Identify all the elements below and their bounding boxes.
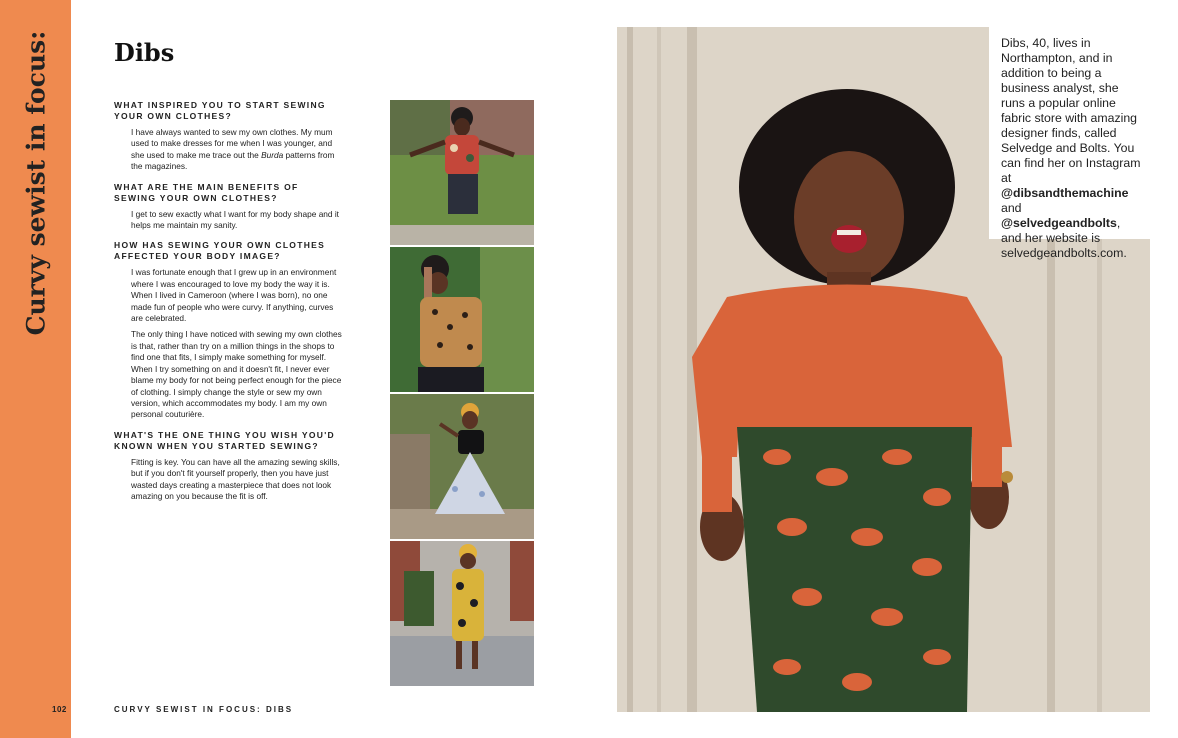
answer-4: Fitting is key. You can have all the amazing sewing skills, but if you don't fit yourself properly, then you have just wasted days creating a masterpiece that does not look amazing on you because the fit is off. (131, 456, 340, 501)
photo-full-skirt (390, 394, 534, 539)
page-number: 102 (52, 705, 67, 714)
answer-3b: The only thing I have noticed with sewing my own clothes is that, rather than try on a million things in the shops to find one that fits, I simply make something for myself. When I try something on and it doesn't fit, I never ever blame my body for not being perfect enough for the piece of clothing. I simply change the style or sew my own version, which accommodates my body. I am my own personal couturière. (131, 329, 342, 420)
bio-box (989, 27, 1150, 260)
photo-yellow-dress (390, 541, 534, 686)
instagram-handle-1: @dibsandthemachine (1001, 186, 1129, 200)
interview-column (114, 100, 342, 511)
question-2: WHAT ARE THE MAIN BENEFITS OF SEWING YOUR OWN CLOTHES? (114, 181, 299, 203)
bio-text-1: Dibs, 40, lives in Northampton, and in addition to being a business analyst, she runs a popular online fabric store with amazing designer finds, called Selvedge and Bolts. You can find her on Instagram at (1001, 36, 1141, 185)
answer-2: I get to sew exactly what I want for my body shape and it helps me maintain my sanity. (131, 208, 339, 231)
photo-leopard-top (390, 247, 534, 392)
question-4: WHAT'S THE ONE THING YOU WISH YOU'D KNOWN WHEN YOU STARTED SEWING? (114, 429, 335, 451)
question-1: WHAT INSPIRED YOU TO START SEWING YOUR OWN CLOTHES? (114, 100, 326, 121)
bio-text-3: , and her website is selvedgeandbolts.com. (1001, 216, 1127, 260)
side-title: Curvy sewist in focus: (21, 30, 51, 336)
instagram-handle-2: @selvedgeandbolts (1001, 216, 1117, 230)
bio-text-2: and (1001, 201, 1022, 215)
answer-1: I have always wanted to sew my own clothes. My mum used to make dresses for me when I was younger, and she used to make me trace out the Burda patterns from the magazines. (131, 127, 335, 172)
answer-3a: I was fortunate enough that I grew up in an environment where I was encouraged to love my body the way it is. When I lived in Cameroon (where I was born), no one made fun of people who were curvy. If anything, curves are celebrated. (131, 267, 337, 324)
page-title: Dibs (114, 38, 175, 67)
running-footer: CURVY SEWIST IN FOCUS: DIBS (114, 705, 294, 714)
question-3: HOW HAS SEWING YOUR OWN CLOTHES AFFECTED YOUR BODY IMAGE? (114, 240, 326, 262)
photo-floral-top (390, 100, 534, 245)
